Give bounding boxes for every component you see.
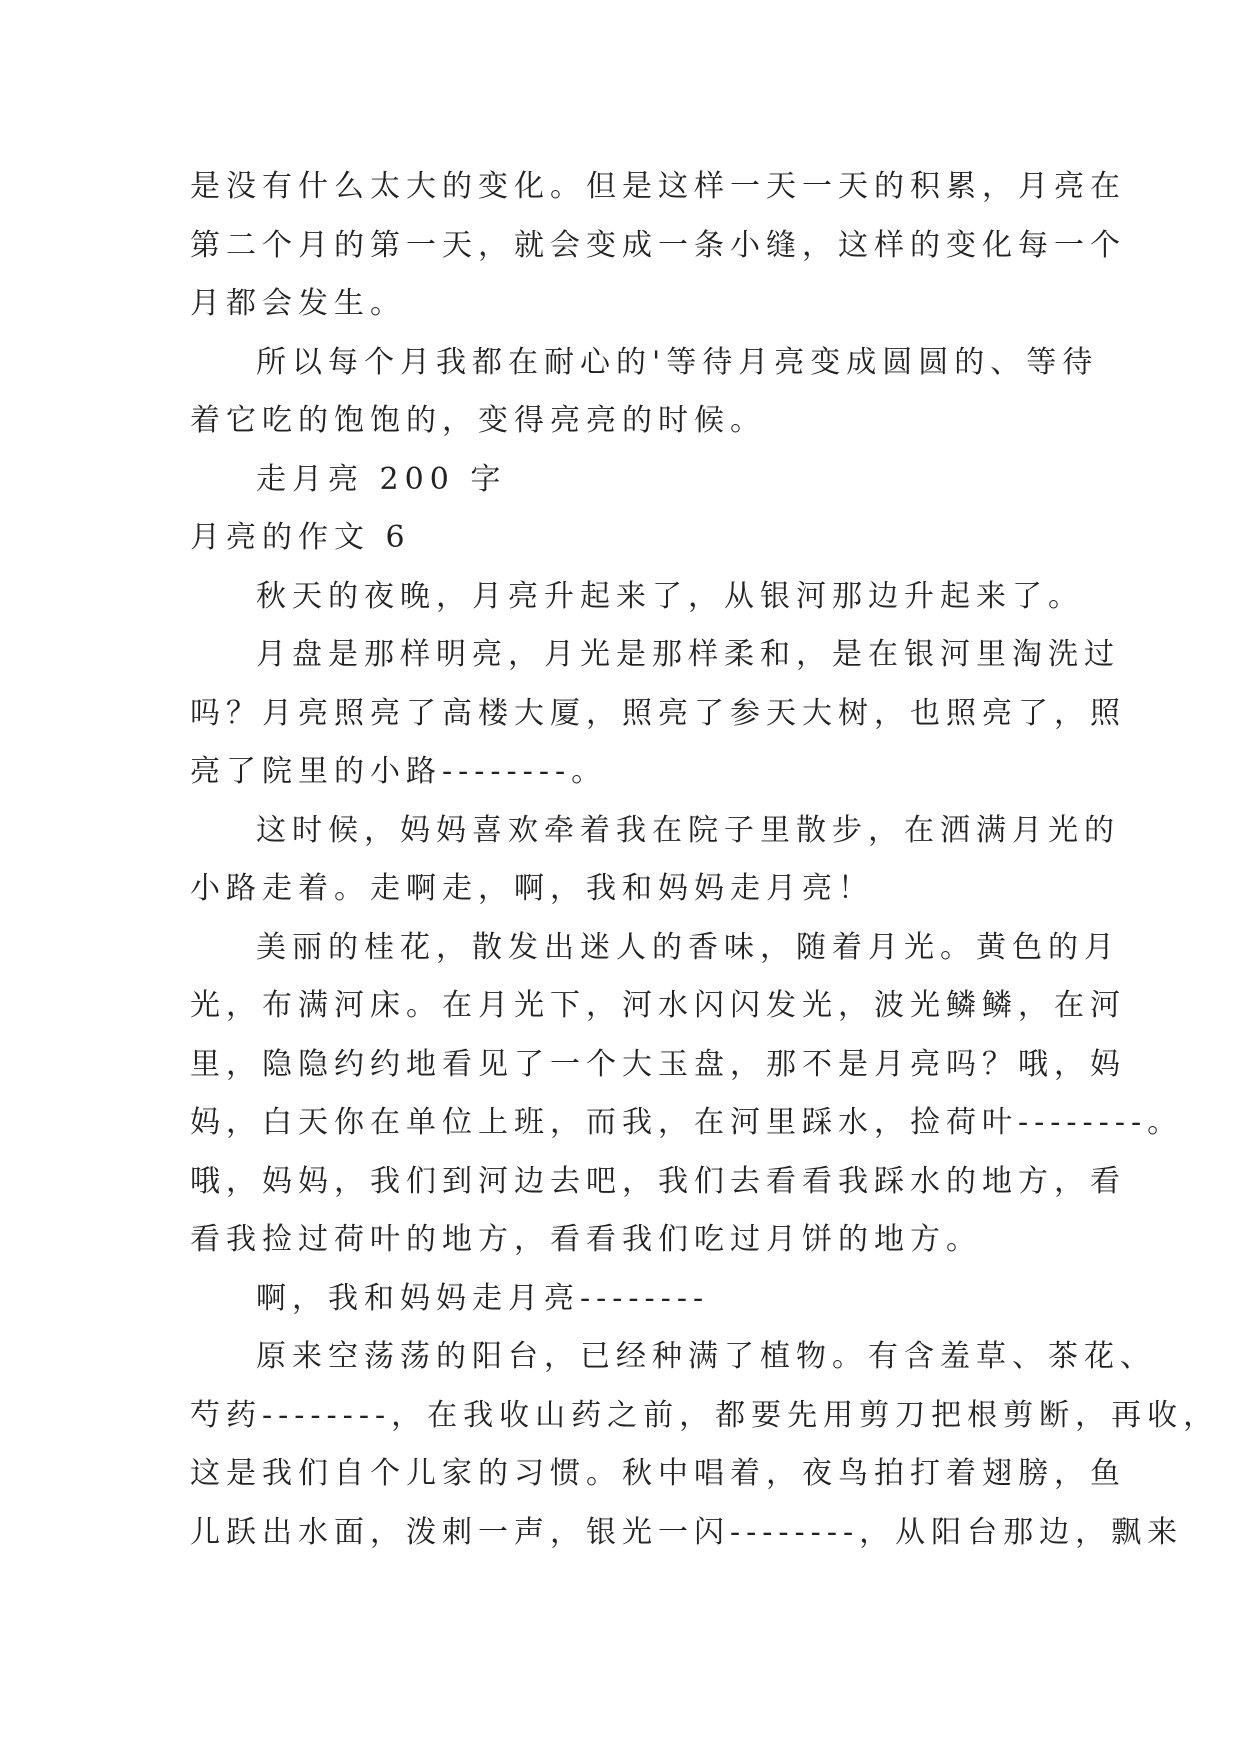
text-line: 小路走着。走啊走，啊，我和妈妈走月亮！ (190, 871, 874, 906)
text-line: 着它吃的饱饱的，变得亮亮的时候。 (190, 403, 766, 438)
text-line: 光，布满河床。在月光下，河水闪闪发光，波光鳞鳞，在河 (190, 988, 1126, 1023)
text-line: 哦，妈妈，我们到河边去吧，我们去看看我踩水的地方，看 (190, 1163, 1126, 1199)
essay-title: 月亮的作文 6 (190, 520, 411, 555)
text-line: 妈，白天你在单位上班，而我，在河里踩水，捡荷叶--------。 (190, 1105, 1184, 1140)
text-line: 美丽的桂花，散发出迷人的香味，随着月光。黄色的月 (256, 929, 1120, 965)
text-line: 亮了院里的小路--------。 (190, 754, 608, 789)
text-line: 吗？月亮照亮了高楼大厦，照亮了参天大树，也照亮了，照 (190, 695, 1126, 731)
text-line: 这是我们自个儿家的习惯。秋中唱着，夜鸟拍打着翅膀，鱼 (190, 1456, 1126, 1491)
text-line: 月盘是那样明亮，月光是那样柔和，是在银河里淘洗过 (256, 637, 1120, 672)
text-line: 儿跃出水面，泼刺一声，银光一闪--------，从阳台那边，飘来 (190, 1514, 1184, 1550)
text-line: 原来空荡荡的阳台，已经种满了植物。有含羞草、茶花、 (256, 1339, 1156, 1374)
section-title: 走月亮 200 字 (256, 461, 507, 497)
text-line: 是没有什么太大的变化。但是这样一天一天的积累，月亮在 (190, 169, 1126, 204)
text-line: 第二个月的第一天，就会变成一条小缝，这样的变化每一个 (190, 227, 1126, 263)
text-line: 啊，我和妈妈走月亮-------- (256, 1280, 710, 1316)
document-body (190, 158, 1220, 1562)
text-line: 看我捡过荷叶的地方，看看我们吃过月饼的地方。 (190, 1222, 982, 1257)
text-line: 芍药--------，在我收山药之前，都要先用剪刀把根剪断，再收， (190, 1397, 1220, 1433)
text-line: 所以每个月我都在耐心的'等待月亮变成圆圆的、等待 (256, 344, 1099, 380)
text-line: 这时候，妈妈喜欢牵着我在院子里散步，在洒满月光的 (256, 812, 1120, 848)
text-line: 秋天的夜晚，月亮升起来了，从银河那边升起来了。 (256, 578, 1084, 614)
text-line: 月都会发生。 (190, 286, 406, 321)
text-line: 里，隐隐约约地看见了一个大玉盘，那不是月亮吗？哦，妈 (190, 1046, 1126, 1082)
